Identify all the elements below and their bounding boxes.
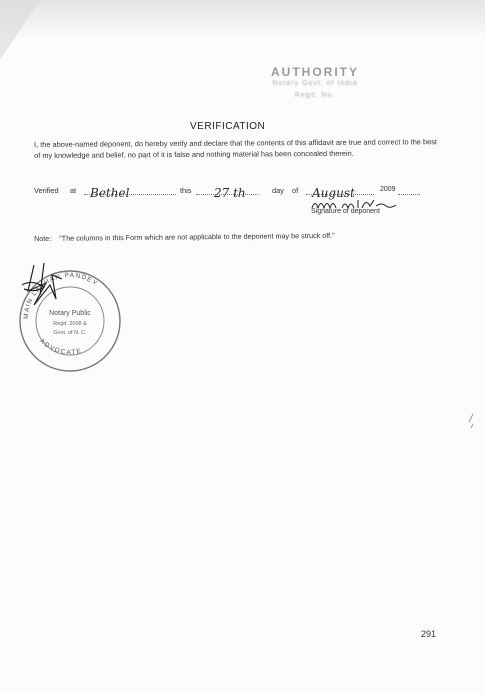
note-label: Note:: [34, 233, 52, 243]
verified-label: Verified: [34, 186, 59, 195]
faint-stamp-line3: Regd. No.: [294, 92, 336, 99]
verification-paragraph: I, the above-named deponent, do hereby verify and declare that the contents of this affidavit are true and correct to the best of my knowledge and belief, no part of it is false and nothing material has been concealed therein.: [34, 137, 437, 160]
notary-seal: [8, 255, 128, 380]
seal-center-line3: Govt. of N. C.: [53, 330, 87, 336]
notary-seal-graphic: [8, 255, 128, 375]
month-handwritten: August: [312, 186, 355, 200]
verification-title: VERIFICATION: [190, 121, 266, 132]
seal-ring-text-bottom: ADVOCATE: [38, 337, 84, 357]
year-dotted-line: [398, 194, 420, 195]
scan-shadow: [0, 0, 485, 40]
day-label: day: [272, 186, 284, 195]
seal-ring-text-top: MAIN LAKHAN PANDEY: [22, 271, 99, 320]
seal-center-line2: Regd. 2008 &: [53, 321, 87, 327]
this-label: this: [180, 186, 192, 195]
signature-label: Signature of deponent: [311, 208, 380, 215]
faint-stamp-line2: Notary Govt. of India: [272, 80, 358, 87]
footnote: [34, 230, 454, 243]
note-text: "The columns in this Form which are not applicable to the deponent may be struck off.": [59, 230, 335, 243]
faint-notary-stamp: [250, 66, 380, 102]
year-value: 2009: [380, 186, 396, 193]
place-handwritten: Bethel: [90, 186, 130, 200]
at-label: at: [70, 186, 77, 195]
scan-mark: [467, 380, 479, 440]
page-number: 291: [421, 629, 437, 639]
seal-center-line1: Notary Public: [49, 310, 91, 317]
day-handwritten: 27 th: [214, 186, 246, 200]
svg-text:ADVOCATE: [38, 338, 83, 357]
page-corner-fold: [0, 0, 60, 80]
of-label: of: [292, 186, 299, 195]
faint-stamp-line1: AUTHORITY: [271, 65, 359, 79]
